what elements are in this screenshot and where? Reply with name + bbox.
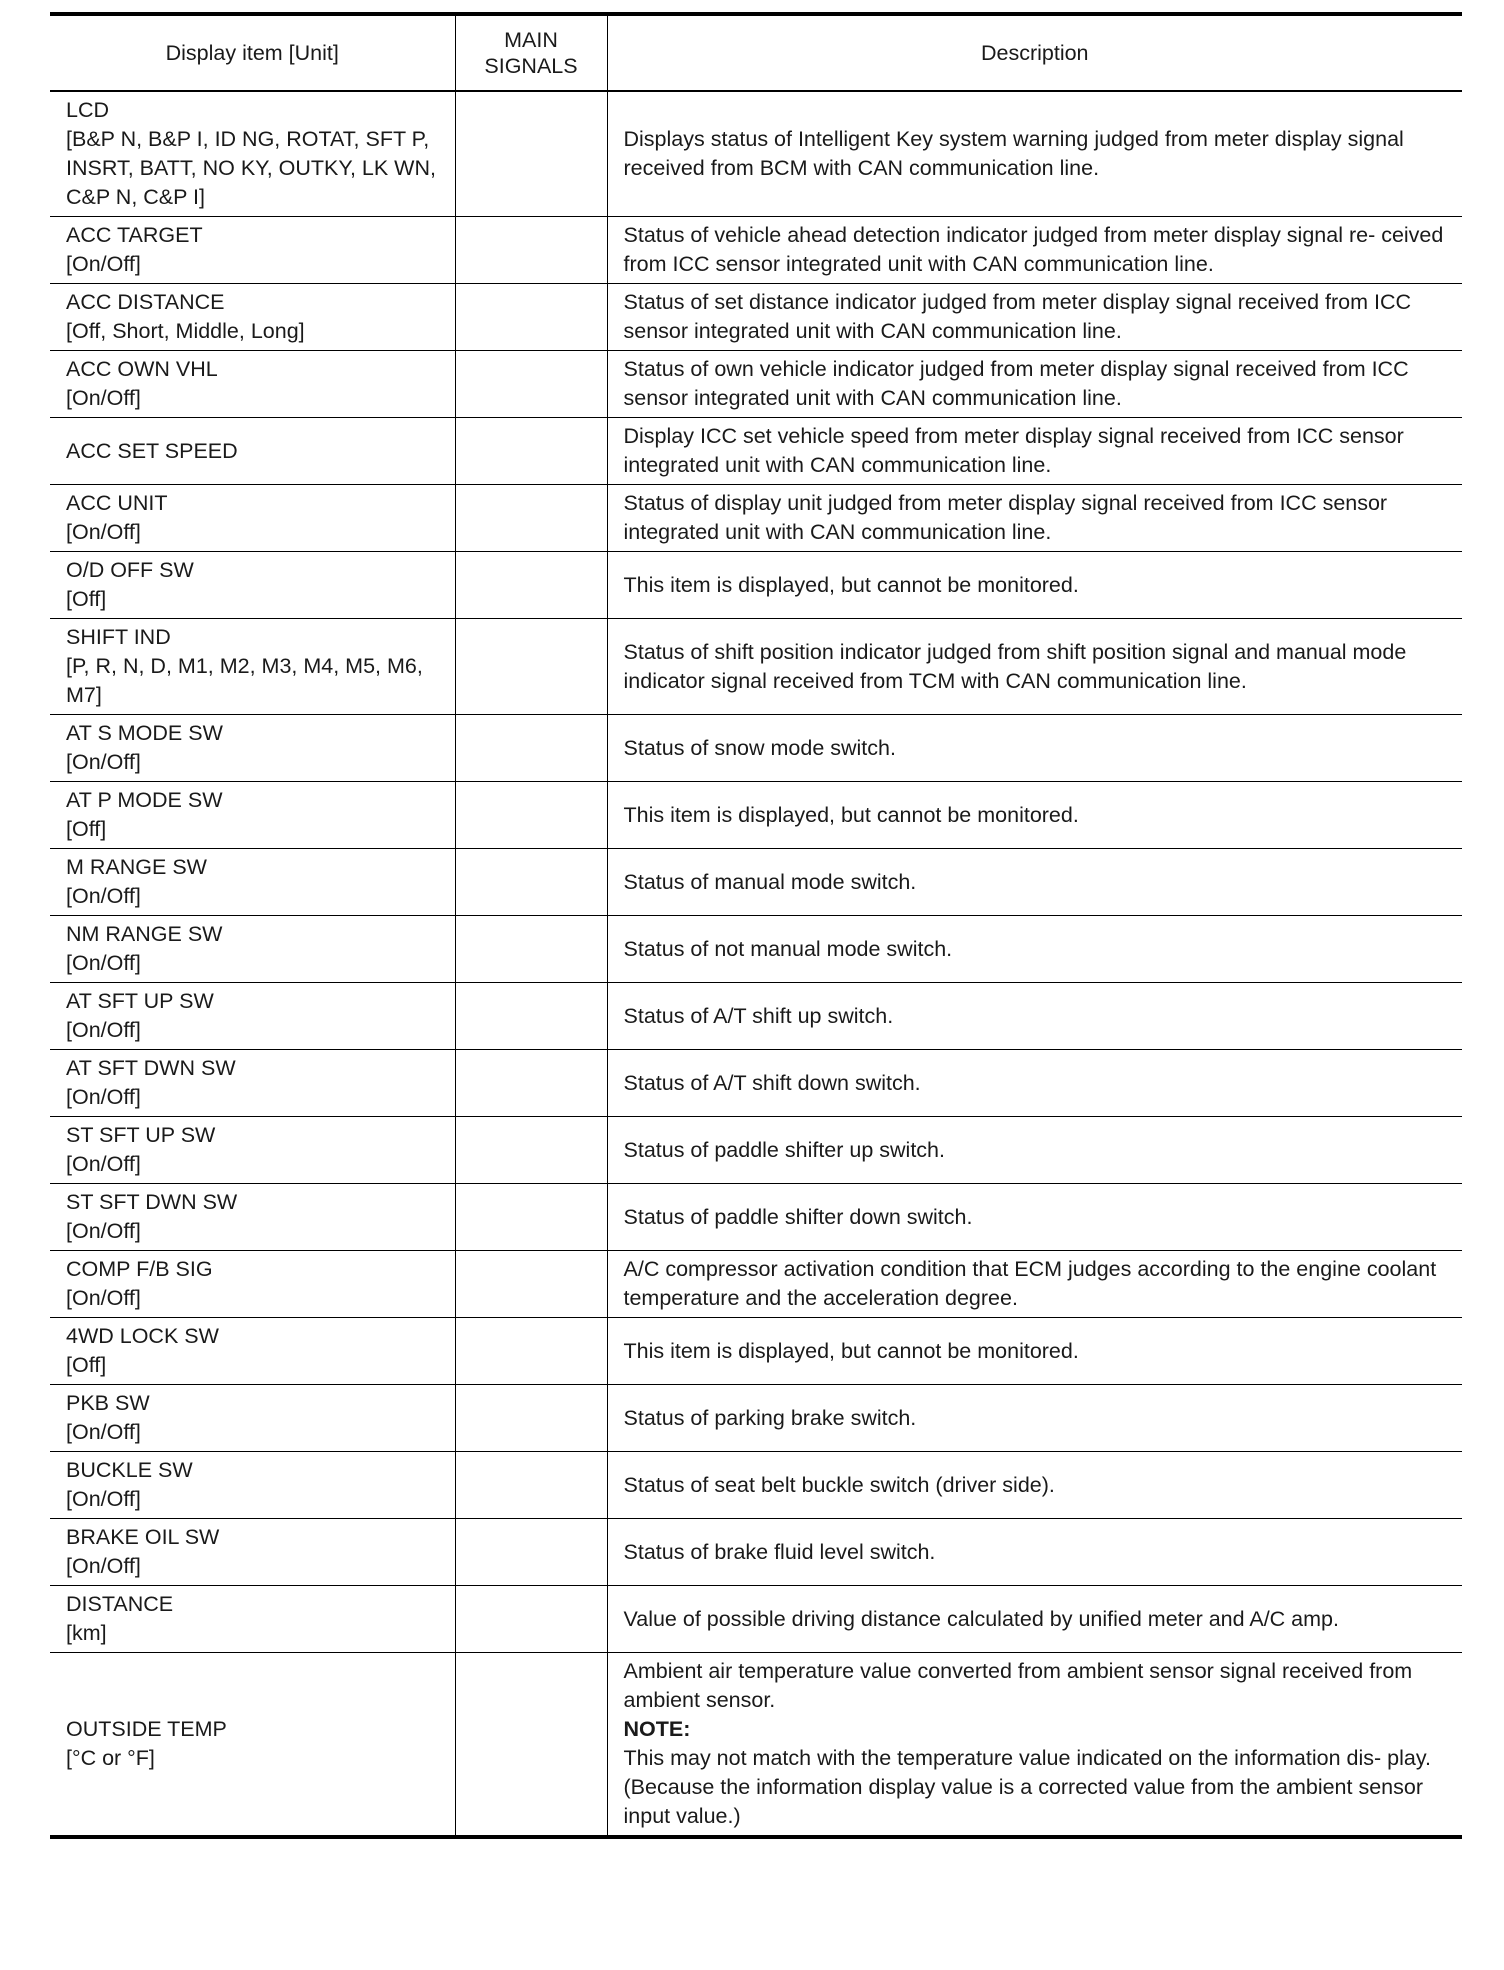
main-signals-cell (455, 619, 607, 715)
main-signals-cell (455, 284, 607, 351)
display-item-name: ACC DISTANCE (66, 290, 225, 314)
display-item-name: ST SFT UP SW (66, 1123, 216, 1147)
display-item-name: DISTANCE (66, 1592, 174, 1616)
display-item-cell (50, 351, 455, 418)
display-item-cell (50, 1385, 455, 1452)
display-item-unit: [Off] (66, 1353, 107, 1377)
table-row (50, 418, 1462, 485)
table-body (50, 91, 1462, 1837)
display-item-name: NM RANGE SW (66, 922, 223, 946)
description-cell: This item is displayed, but cannot be monitored. (607, 782, 1462, 849)
description-cell: Display ICC set vehicle speed from meter display signal received from ICC sensor integrated unit with CAN communication line. (607, 418, 1462, 485)
display-item-name: ACC SET SPEED (66, 438, 238, 463)
display-item-cell (50, 1318, 455, 1385)
display-item-cell (50, 1117, 455, 1184)
description-cell: Status of brake fluid level switch. (607, 1519, 1462, 1586)
display-item-cell (50, 418, 455, 485)
display-item-cell (50, 1653, 455, 1838)
display-item-unit: [Off] (66, 817, 107, 841)
table-row (50, 1318, 1462, 1385)
table-row (50, 284, 1462, 351)
display-item-unit: [On/Off] (66, 1487, 141, 1511)
display-item-cell (50, 715, 455, 782)
main-signals-cell (455, 1586, 607, 1653)
display-item-name: PKB SW (66, 1391, 150, 1415)
description-cell: This item is displayed, but cannot be monitored. (607, 1318, 1462, 1385)
table-row (50, 91, 1462, 217)
main-signals-cell (455, 916, 607, 983)
description-cell: Status of vehicle ahead detection indicator judged from meter display signal re- ceived from ICC sensor integrated unit with CAN communication line. (607, 217, 1462, 284)
main-signals-cell (455, 351, 607, 418)
display-item-cell (50, 1184, 455, 1251)
main-signals-cell (455, 552, 607, 619)
description-cell: Status of not manual mode switch. (607, 916, 1462, 983)
description-cell: Status of A/T shift down switch. (607, 1050, 1462, 1117)
display-item-name: AT SFT UP SW (66, 989, 214, 1013)
display-item-name: AT SFT DWN SW (66, 1056, 236, 1080)
description-cell: Status of A/T shift up switch. (607, 983, 1462, 1050)
display-item-unit: [On/Off] (66, 750, 141, 774)
display-item-unit: [On/Off] (66, 1286, 141, 1310)
main-signals-cell (455, 1318, 607, 1385)
main-signals-cell (455, 1251, 607, 1318)
display-item-unit: [Off] (66, 587, 107, 611)
description-cell: Value of possible driving distance calculated by unified meter and A/C amp. (607, 1586, 1462, 1653)
main-signals-cell (455, 715, 607, 782)
display-item-cell (50, 1452, 455, 1519)
table-row (50, 485, 1462, 552)
description-cell: Status of set distance indicator judged from meter display signal received from ICC sensor integrated unit with CAN communication line. (607, 284, 1462, 351)
table-row (50, 715, 1462, 782)
table-row (50, 1586, 1462, 1653)
description-cell: Status of paddle shifter down switch. (607, 1184, 1462, 1251)
display-item-name: LCD (66, 98, 110, 122)
display-item-cell (50, 849, 455, 916)
main-signals-cell (455, 1452, 607, 1519)
table-row (50, 217, 1462, 284)
table-row (50, 782, 1462, 849)
main-signals-cell (455, 1519, 607, 1586)
display-item-unit: [On/Off] (66, 386, 141, 410)
header-display-item: Display item [Unit] (50, 14, 455, 91)
display-item-unit: [On/Off] (66, 1554, 141, 1578)
display-item-cell (50, 983, 455, 1050)
description-cell: Status of paddle shifter up switch. (607, 1117, 1462, 1184)
table-row (50, 552, 1462, 619)
display-item-cell (50, 485, 455, 552)
display-item-unit: [°C or °F] (66, 1746, 155, 1770)
display-item-unit: [On/Off] (66, 520, 141, 544)
description-cell: Status of snow mode switch. (607, 715, 1462, 782)
display-item-unit: [B&P N, B&P I, ID NG, ROTAT, SFT P, INSRT, BATT, NO KY, OUTKY, LK WN, C&P N, C&P I] (66, 127, 436, 209)
table-row (50, 619, 1462, 715)
display-item-cell (50, 916, 455, 983)
header-main-signals-line1: MAIN (504, 28, 558, 52)
display-item-cell (50, 1251, 455, 1318)
description-cell: Status of manual mode switch. (607, 849, 1462, 916)
header-description: Description (607, 14, 1462, 91)
description-cell: Status of seat belt buckle switch (driver side). (607, 1452, 1462, 1519)
table-header-row (50, 14, 1462, 91)
main-signals-cell (455, 983, 607, 1050)
display-item-cell (50, 1519, 455, 1586)
main-signals-cell (455, 1117, 607, 1184)
display-item-unit: [Off, Short, Middle, Long] (66, 319, 305, 343)
description-cell: Status of own vehicle indicator judged from meter display signal received from ICC sensor integrated unit with CAN communication line. (607, 351, 1462, 418)
table-row (50, 1184, 1462, 1251)
description-cell: Displays status of Intelligent Key system warning judged from meter display signal received from BCM with CAN communication line. (607, 91, 1462, 217)
display-item-table (50, 12, 1462, 1839)
header-main-signals (455, 14, 607, 91)
table-row (50, 1117, 1462, 1184)
table-row (50, 983, 1462, 1050)
display-item-cell (50, 217, 455, 284)
table-row (50, 351, 1462, 418)
main-signals-cell (455, 1050, 607, 1117)
description-cell: This item is displayed, but cannot be monitored. (607, 552, 1462, 619)
display-item-name: ACC TARGET (66, 223, 203, 247)
note-text: This may not match with the temperature value indicated on the information dis- play. (Because the information display value is a corrected value from the ambient sensor input value.) (623, 1746, 1431, 1828)
display-item-name: AT P MODE SW (66, 788, 223, 812)
display-item-cell (50, 1586, 455, 1653)
main-signals-cell (455, 849, 607, 916)
table-row (50, 849, 1462, 916)
display-item-name: O/D OFF SW (66, 558, 194, 582)
description-cell: Status of display unit judged from meter display signal received from ICC sensor integrated unit with CAN communication line. (607, 485, 1462, 552)
display-item-unit: [On/Off] (66, 1420, 141, 1444)
description-cell (607, 1653, 1462, 1838)
display-item-unit: [On/Off] (66, 1085, 141, 1109)
main-signals-cell (455, 91, 607, 217)
display-item-unit: [On/Off] (66, 1152, 141, 1176)
table-row (50, 1653, 1462, 1838)
description-text: Ambient air temperature value converted from ambient sensor signal received from ambient sensor. (623, 1659, 1413, 1712)
table-row (50, 1519, 1462, 1586)
display-item-unit: [km] (66, 1621, 107, 1645)
display-item-unit: [On/Off] (66, 1018, 141, 1042)
table-row (50, 1251, 1462, 1318)
table-row (50, 916, 1462, 983)
display-item-cell (50, 1050, 455, 1117)
display-item-name: OUTSIDE TEMP (66, 1717, 227, 1741)
display-item-name: AT S MODE SW (66, 721, 223, 745)
display-item-name: ACC OWN VHL (66, 357, 218, 381)
display-item-name: ACC UNIT (66, 491, 168, 515)
display-item-name: COMP F/B SIG (66, 1257, 213, 1281)
display-item-cell (50, 619, 455, 715)
table-row (50, 1452, 1462, 1519)
display-item-unit: [On/Off] (66, 951, 141, 975)
description-cell: Status of shift position indicator judged from shift position signal and manual mode indicator signal received from TCM with CAN communication line. (607, 619, 1462, 715)
table-row (50, 1050, 1462, 1117)
display-item-cell (50, 284, 455, 351)
display-item-cell (50, 552, 455, 619)
description-cell: A/C compressor activation condition that ECM judges according to the engine coolant temperature and the acceleration degree. (607, 1251, 1462, 1318)
display-item-name: 4WD LOCK SW (66, 1324, 219, 1348)
display-item-name: ST SFT DWN SW (66, 1190, 238, 1214)
header-main-signals-line2: SIGNALS (484, 54, 578, 78)
display-item-name: SHIFT IND (66, 625, 171, 649)
main-signals-cell (455, 782, 607, 849)
display-item-cell (50, 91, 455, 217)
display-item-unit: [On/Off] (66, 884, 141, 908)
main-signals-cell (455, 485, 607, 552)
display-item-unit: [On/Off] (66, 1219, 141, 1243)
display-item-name: M RANGE SW (66, 855, 207, 879)
document-page (50, 12, 1462, 1839)
display-item-name: BUCKLE SW (66, 1458, 193, 1482)
display-item-unit: [P, R, N, D, M1, M2, M3, M4, M5, M6, M7] (66, 654, 423, 707)
note-label: NOTE: (623, 1717, 691, 1741)
display-item-unit: [On/Off] (66, 252, 141, 276)
display-item-name: BRAKE OIL SW (66, 1525, 220, 1549)
main-signals-cell (455, 1653, 607, 1838)
main-signals-cell (455, 1184, 607, 1251)
main-signals-cell (455, 1385, 607, 1452)
main-signals-cell (455, 418, 607, 485)
table-row (50, 1385, 1462, 1452)
main-signals-cell (455, 217, 607, 284)
description-cell: Status of parking brake switch. (607, 1385, 1462, 1452)
display-item-cell (50, 782, 455, 849)
